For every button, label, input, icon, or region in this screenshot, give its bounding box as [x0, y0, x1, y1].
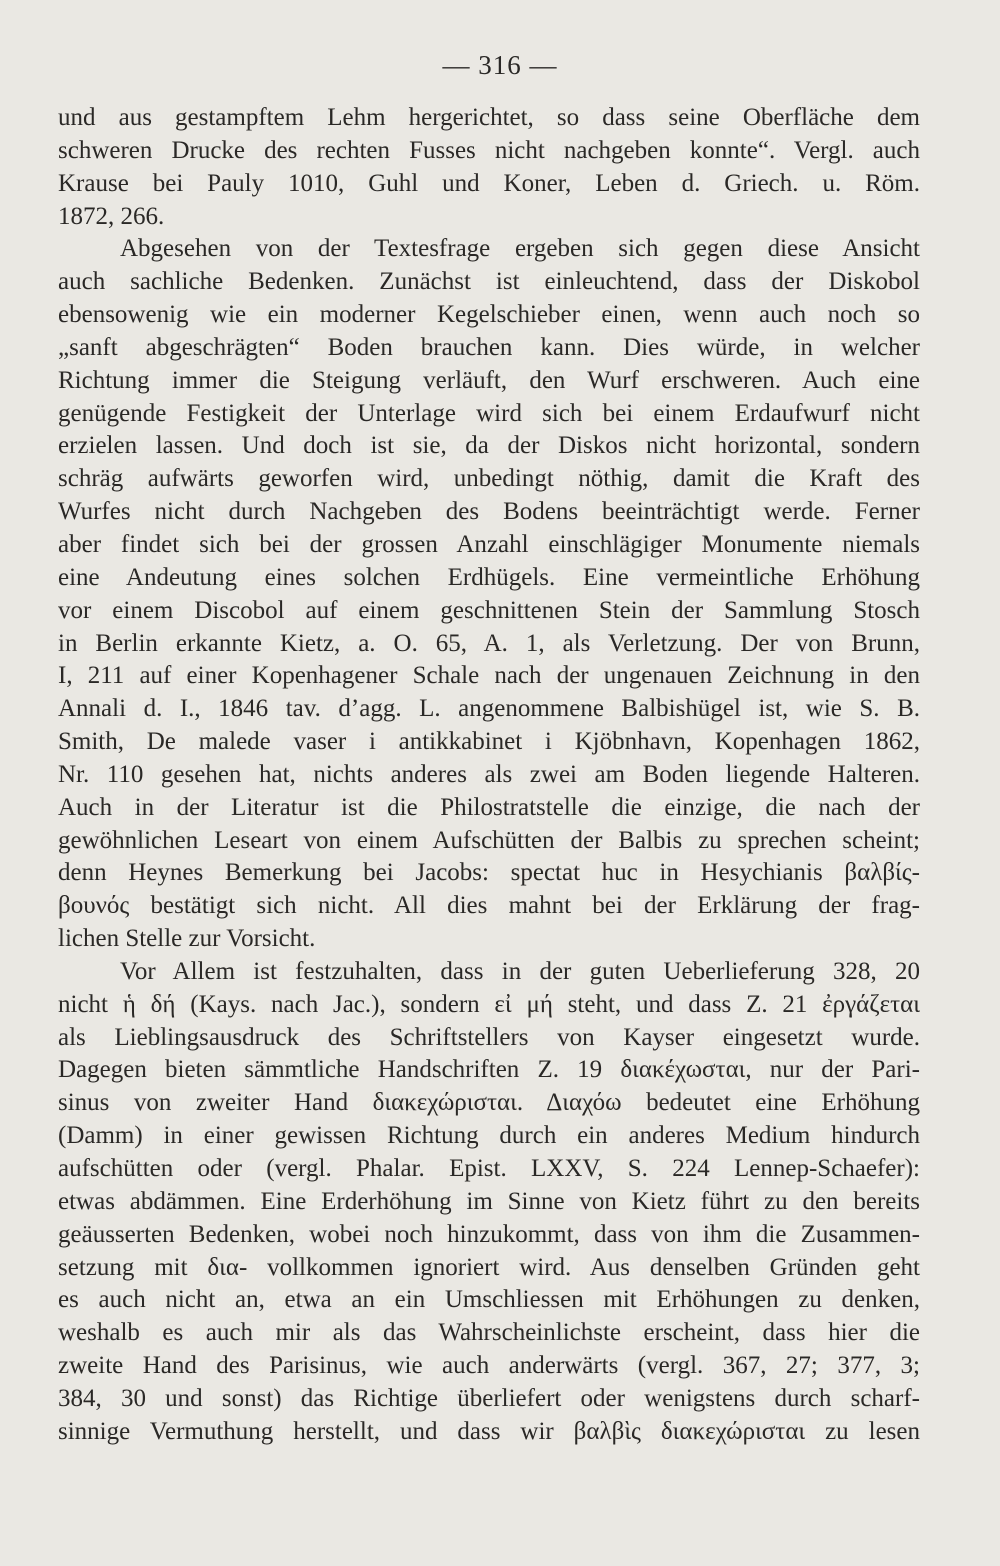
text-line: nicht ἡ δή (Kays. nach Jac.), sondern εἰ μή steht, und dass Z. 21 ἐργάζεται [58, 990, 920, 1018]
text-line: denn Heynes Bemerkung bei Jacobs: spectat huc in Hesychianis βαλβίς- [58, 859, 920, 887]
text-line: setzung mit δια- vollkommen ignoriert wird. Aus denselben Gründen geht [58, 1253, 920, 1281]
text-line: Auch in der Literatur ist die Philostratstelle die einzige, die nach der [58, 793, 920, 821]
text-line: geäusserten Bedenken, wobei noch hinzukommt, dass von ihm die Zusammen- [58, 1220, 920, 1248]
text-line: Annali d. I., 1846 tav. d’agg. L. angenommene Balbishügel ist, wie S. B. [58, 695, 920, 723]
text-line: zweite Hand des Parisinus, wie auch anderwärts (vergl. 367, 27; 377, 3; [58, 1352, 920, 1380]
text-line: eine Andeutung eines solchen Erdhügels. Eine vermeintliche Erhöhung [58, 563, 920, 591]
text-line: 384, 30 und sonst) das Richtige überliefert oder wenigstens durch scharf- [58, 1384, 920, 1412]
text-line: Wurfes nicht durch Nachgeben des Bodens beeinträchtigt werde. Ferner [58, 498, 920, 526]
text-line: sinus von zweiter Hand διακεχώρισται. Διαχόω bedeutet eine Erhöhung [58, 1089, 920, 1117]
text-line: Richtung immer die Steigung verläuft, den Wurf erschweren. Auch eine [58, 366, 920, 394]
text-line: Nr. 110 gesehen hat, nichts anderes als zwei am Boden liegende Halteren. [58, 760, 920, 788]
text-line: schräg aufwärts geworfen wird, unbedingt nöthig, damit die Kraft des [58, 465, 920, 493]
text-line: sinnige Vermuthung herstellt, und dass wir βαλβὶς διακεχώρισται zu lesen [58, 1417, 920, 1445]
text-line: und aus gestampftem Lehm hergerichtet, so dass seine Oberfläche dem [58, 104, 920, 131]
text-line: schweren Drucke des rechten Fusses nicht nachgeben konnte“. Vergl. auch [58, 136, 920, 164]
text-line: als Lieblingsausdruck des Schriftstellers von Kayser eingesetzt wurde. [58, 1023, 920, 1051]
text-line: Dagegen bieten sämmtliche Handschriften Z. 19 διακέχωσται, nur der Pari- [58, 1056, 920, 1084]
text-line: I, 211 auf einer Kopenhagener Schale nach der ungenauen Zeichnung in den [58, 662, 920, 690]
text-line: „sanft abgeschrägten“ Boden brauchen kann. Dies würde, in welcher [58, 333, 920, 361]
text-line: genügende Festigkeit der Unterlage wird sich bei einem Erdaufwurf nicht [58, 399, 920, 427]
text-line: etwas abdämmen. Eine Erderhöhung im Sinne von Kietz führt zu den bereits [58, 1187, 920, 1215]
page-number: — 316 — [442, 50, 558, 80]
text-line: vor einem Discobol auf einem geschnittenen Stein der Sammlung Stosch [58, 596, 920, 624]
text-line: Abgesehen von der Textesfrage ergeben sich gegen diese Ansicht [120, 235, 920, 263]
text-line: aber findet sich bei der grossen Anzahl einschlägiger Monumente niemals [58, 530, 920, 558]
text-line: Vor Allem ist festzuhalten, dass in der guten Ueberlieferung 328, 20 [120, 957, 920, 985]
text-line: erzielen lassen. Und doch ist sie, da der Diskos nicht horizontal, sondern [58, 432, 920, 460]
text-line: 1872, 266. [58, 202, 165, 230]
text-line: es auch nicht an, etwa an ein Umschliessen mit Erhöhungen zu denken, [58, 1286, 920, 1314]
text-line: βουνός bestätigt sich nicht. All dies mahnt bei der Erklärung der frag- [58, 892, 920, 920]
text-line: (Damm) in einer gewissen Richtung durch ein anderes Medium hindurch [58, 1122, 920, 1150]
text-line: Smith, De malede vaser i antikkabinet i Kjöbnhavn, Kopenhagen 1862, [58, 728, 920, 756]
text-line: gewöhnlichen Leseart von einem Aufschütten der Balbis zu sprechen scheint; [58, 826, 920, 854]
text-line: weshalb es auch mir als das Wahrscheinlichste erscheint, dass hier die [58, 1319, 920, 1347]
text-line: auch sachliche Bedenken. Zunächst ist einleuchtend, dass der Diskobol [58, 268, 920, 296]
text-line: ebensowenig wie ein moderner Kegelschieber einen, wenn auch noch so [58, 301, 920, 329]
text-line: lichen Stelle zur Vorsicht. [58, 925, 316, 953]
text-line: aufschütten oder (vergl. Phalar. Epist. LXXV, S. 224 Lennep-Schaefer): [58, 1155, 920, 1182]
text-line: Krause bei Pauly 1010, Guhl und Koner, Leben d. Griech. u. Röm. [58, 169, 920, 197]
text-line: in Berlin erkannte Kietz, a. O. 65, A. 1, als Verletzung. Der von Brunn, [58, 629, 920, 657]
body-text [58, 102, 920, 1449]
